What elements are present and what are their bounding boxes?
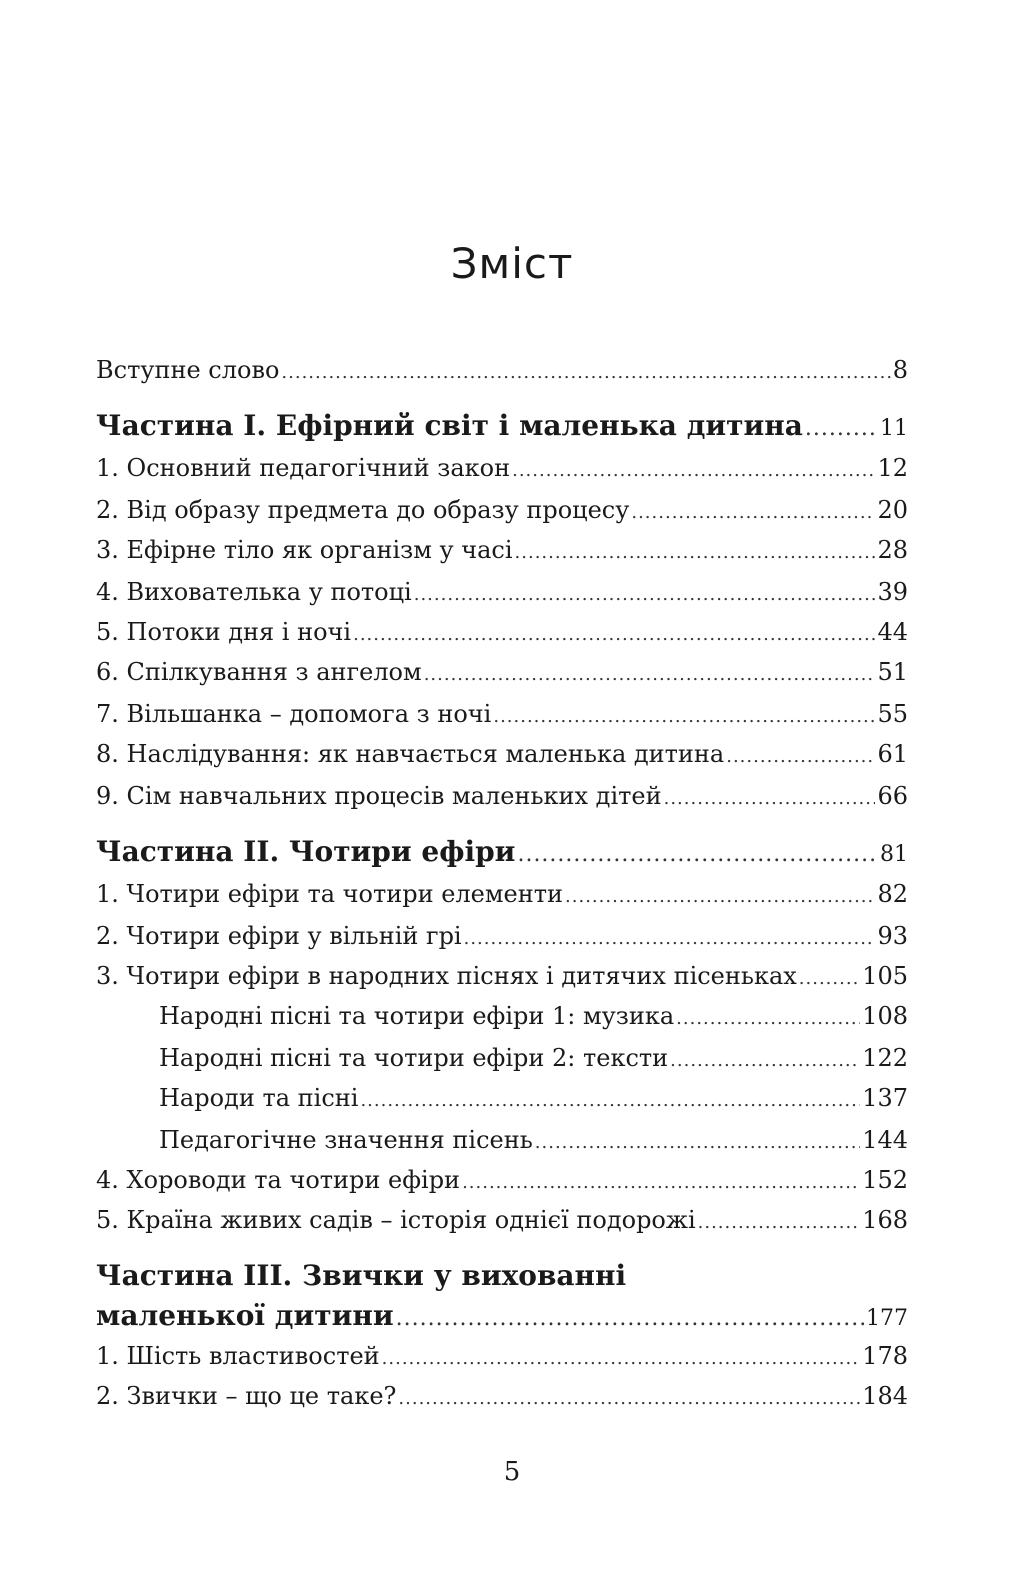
dot-leader <box>517 835 878 875</box>
toc-entry-label: 2. Чотири ефіри у вільній грі <box>96 922 462 950</box>
toc-entry-page: 82 <box>877 880 908 908</box>
toc-entry-page: 12 <box>877 454 908 482</box>
toc-entry-label: 5. Країна живих садів – історія однієї подорожі <box>96 1206 696 1234</box>
toc-part-label: маленької дитини <box>96 1299 394 1332</box>
toc-entry <box>96 652 908 692</box>
toc-entry-label: 6. Спілкування з ангелом <box>96 658 422 686</box>
toc-entry-label: Народні пісні та чотири ефіри 1: музика <box>159 1002 675 1030</box>
toc-entry-page: 93 <box>877 922 908 950</box>
toc-entry-intro <box>96 350 908 390</box>
toc-entry-page: 152 <box>862 1166 908 1194</box>
dot-leader <box>382 1339 861 1379</box>
dot-leader <box>398 1379 860 1419</box>
toc-entry-label: Народні пісні та чотири ефіри 2: тексти <box>159 1044 669 1072</box>
toc-entry-page: 178 <box>862 1342 908 1370</box>
toc-entry-page: 28 <box>877 536 908 564</box>
toc-entry-label: Вступне слово <box>96 356 280 384</box>
toc-part-label: Частина ІІ. Чотири ефіри <box>96 835 516 868</box>
toc-entry <box>96 734 908 774</box>
toc-entry <box>96 694 908 734</box>
toc-entry <box>96 612 908 652</box>
dot-leader <box>353 615 875 655</box>
toc-entry-label: 2. Звички – що це таке? <box>96 1382 397 1410</box>
toc-entry-page: 44 <box>877 618 908 646</box>
toc-entry <box>96 572 908 612</box>
toc-entry <box>96 1376 908 1416</box>
toc-entry-label: 3. Ефірне тіло як організм у часі <box>96 536 513 564</box>
toc-entry-page: 81 <box>880 842 908 867</box>
dot-leader <box>664 779 876 819</box>
dot-leader <box>670 1041 860 1081</box>
toc-entry-page: 105 <box>862 962 908 990</box>
toc-part-2 <box>96 832 908 872</box>
toc-entry-page: 51 <box>877 658 908 686</box>
toc-entry-page: 177 <box>866 1306 908 1331</box>
toc-entry <box>96 490 908 530</box>
toc-entry-label: 1. Чотири ефіри та чотири елементи <box>96 880 564 908</box>
dot-leader <box>799 959 860 999</box>
toc-entry-page: 8 <box>892 356 908 384</box>
toc-entry <box>96 530 908 570</box>
toc-entry <box>96 448 908 488</box>
dot-leader <box>414 575 876 615</box>
dot-leader <box>726 737 875 777</box>
dot-leader <box>281 353 890 393</box>
page-title: Зміст <box>450 239 574 288</box>
dot-leader <box>462 1163 860 1203</box>
dot-leader <box>464 919 876 959</box>
toc-entry <box>96 1160 908 1200</box>
toc-entry-label: 4. Хороводи та чотири ефіри <box>96 1166 461 1194</box>
toc-entry-page: 137 <box>862 1084 908 1112</box>
dot-leader <box>805 409 878 449</box>
toc-entry-label: 1. Основний педагогічний закон <box>96 454 511 482</box>
dot-leader <box>676 999 860 1039</box>
toc-entry-page: 20 <box>877 496 908 524</box>
dot-leader <box>515 533 876 573</box>
dot-leader <box>535 1123 860 1163</box>
toc-part-3 <box>96 1296 908 1336</box>
toc-entry-label: 5. Потоки дня і ночі <box>96 618 352 646</box>
toc-entry-label: Народи та пісні <box>159 1084 359 1112</box>
toc-entry <box>96 916 908 956</box>
dot-leader <box>493 697 875 737</box>
toc-entry-page: 108 <box>862 1002 908 1030</box>
dot-leader <box>424 655 876 695</box>
dot-leader <box>512 451 875 491</box>
toc-entry-page: 184 <box>862 1382 908 1410</box>
toc-entry-label: 7. Вільшанка – допомога з ночі <box>96 700 492 728</box>
toc-entry-label: 1. Шість властивостей <box>96 1342 380 1370</box>
toc-part-1 <box>96 406 908 446</box>
toc-entry <box>96 874 908 914</box>
toc-entry-page: 61 <box>877 740 908 768</box>
toc-entry-label: 9. Сім навчальних процесів маленьких дітей <box>96 782 662 810</box>
toc-entry-page: 55 <box>877 700 908 728</box>
page-number: 5 <box>503 1457 521 1487</box>
toc-entry-page: 144 <box>862 1126 908 1154</box>
toc-entry-page: 122 <box>862 1044 908 1072</box>
toc-entry-label: 4. Вихователька у потоці <box>96 578 412 606</box>
toc-entry-page: 168 <box>862 1206 908 1234</box>
toc-entry-label: 2. Від образу предмета до образу процесу <box>96 496 630 524</box>
toc-entry <box>96 1336 908 1376</box>
dot-leader <box>396 1299 864 1339</box>
toc-subentry <box>159 1120 908 1160</box>
toc-entry-page: 11 <box>880 416 908 441</box>
toc-part-3-heading: Частина ІІІ. Звички у вихованні <box>96 1259 627 1292</box>
toc-part-label: Частина І. Ефірний світ і маленька дитина <box>96 409 803 442</box>
toc-subentry <box>159 1078 908 1118</box>
dot-leader <box>565 877 875 917</box>
toc-entry-page: 39 <box>877 578 908 606</box>
dot-leader <box>360 1081 860 1121</box>
toc-subentry <box>159 1038 908 1078</box>
toc-entry-label: Педагогічне значення пісень <box>159 1126 533 1154</box>
toc-entry-label: 8. Наслідування: як навчається маленька дитина <box>96 740 725 768</box>
dot-leader <box>631 493 875 533</box>
toc-subentry <box>159 996 908 1036</box>
toc-entry-page: 66 <box>877 782 908 810</box>
dot-leader <box>698 1203 861 1243</box>
toc-entry <box>96 956 908 996</box>
toc-entry <box>96 776 908 816</box>
toc-entry <box>96 1200 908 1240</box>
toc-entry-label: 3. Чотири ефіри в народних піснях і дитячих пісеньках <box>96 962 797 990</box>
